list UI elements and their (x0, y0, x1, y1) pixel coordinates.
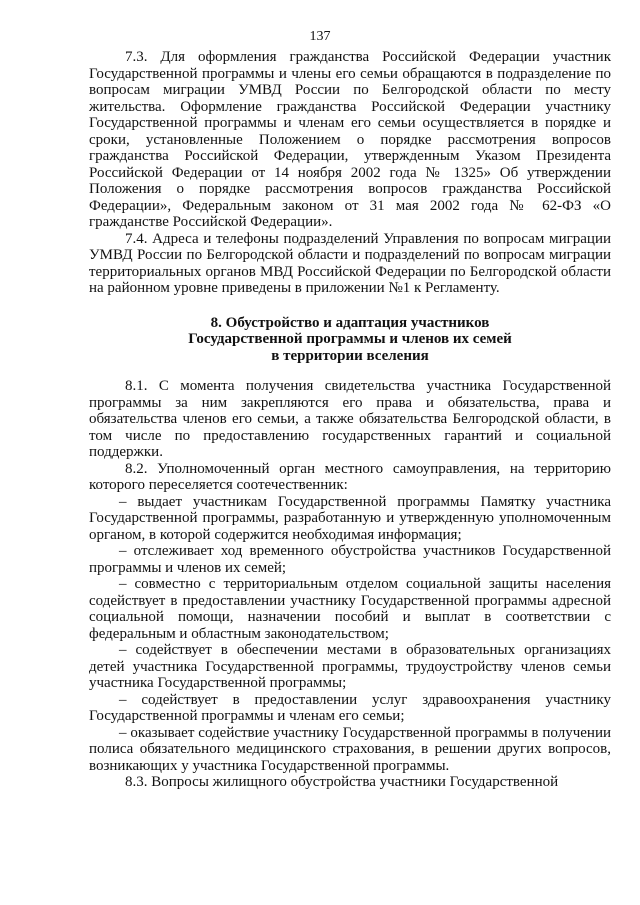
paragraph-8-1: 8.1. С момента получения свидетельства участника Государственной программы за ним закрепляются его права и обязательства, права и обязательства членов его семьи, а также обязательства Белгородской области, в том числе по предоставлению государственных гарантий и социальной поддержки. (89, 378, 611, 460)
spacer (89, 297, 611, 315)
list-item: – содействует в обеспечении местами в образовательных организациях детей участника Государственной программы, трудоустройству членов семьи участника Государственной программы; (89, 642, 611, 691)
document-body (89, 49, 611, 791)
list-item: – содействует в предоставлении услуг здравоохранения участнику Государственной программы и членам его семьи; (89, 691, 611, 724)
spacer (89, 364, 611, 378)
paragraph-7-4: 7.4. Адреса и телефоны подразделений Управления по вопросам миграции УМВД России по Белгородской области и подразделений по вопросам миграции территориальных органов МВД Российской Федерации по Белгородской области на районном уровне приведены в приложении №1 к Регламенту. (89, 230, 611, 296)
paragraph-8-3: 8.3. Вопросы жилищного обустройства участники Государственной (125, 774, 559, 790)
paragraph-7-3: 7.3. Для оформления гражданства Российской Федерации участник Государственной программы и члены его семьи обращаются в подразделение по вопросам миграции УМВД России по Белгородской области по месту жительства. Оформление гражданства Российской Федерации участнику Государственной программы и членам его семьи осуществляется в порядке и сроки, установленные Положением о порядке рассмотрения вопросов гражданства Российской Федерации, утвержденным Указом Президента Российской Федерации от 14 ноября 2002 года № 1325» Об утверждении Положения о порядке рассмотрения вопросов гражданства Российской Федерации», Федеральным законом от 31 мая 2002 года № 62-ФЗ «О гражданстве Российской Федерации». (89, 49, 611, 230)
list-item: – выдает участникам Государственной программы Памятку участника Государственной программы, разработанную и утвержденную уполномоченным органом, в которой содержится необходимая информация; (89, 493, 611, 543)
list-item: – отслеживает ход временного обустройства участников Государственной программы и членов их семей; (89, 543, 611, 576)
list-item: – оказывает содействие участнику Государственной программы в получении полиса обязательного медицинского страхования, в решении других вопросов, возникающих у участника Государственной программы. (89, 724, 611, 774)
section-heading (89, 315, 611, 365)
section-heading-line-2: Государственной программы и членов их семей (188, 331, 512, 347)
page-number: 137 (309, 29, 331, 44)
list-item: – совместно с территориальным отделом социальной защиты населения содействует в предоставлении участнику Государственной программы адресной социальной помощи, назначении пособий и выплат в соответствии с федеральным и областным законодательством; (89, 576, 611, 642)
section-heading-line-1: 8. Обустройство и адаптация участников (210, 314, 490, 331)
section-heading-line-3: в территории вселения (271, 347, 429, 364)
paragraph-8-2: 8.2. Уполномоченный орган местного самоуправления, на территорию которого переселяется соотечественник: (89, 460, 611, 493)
